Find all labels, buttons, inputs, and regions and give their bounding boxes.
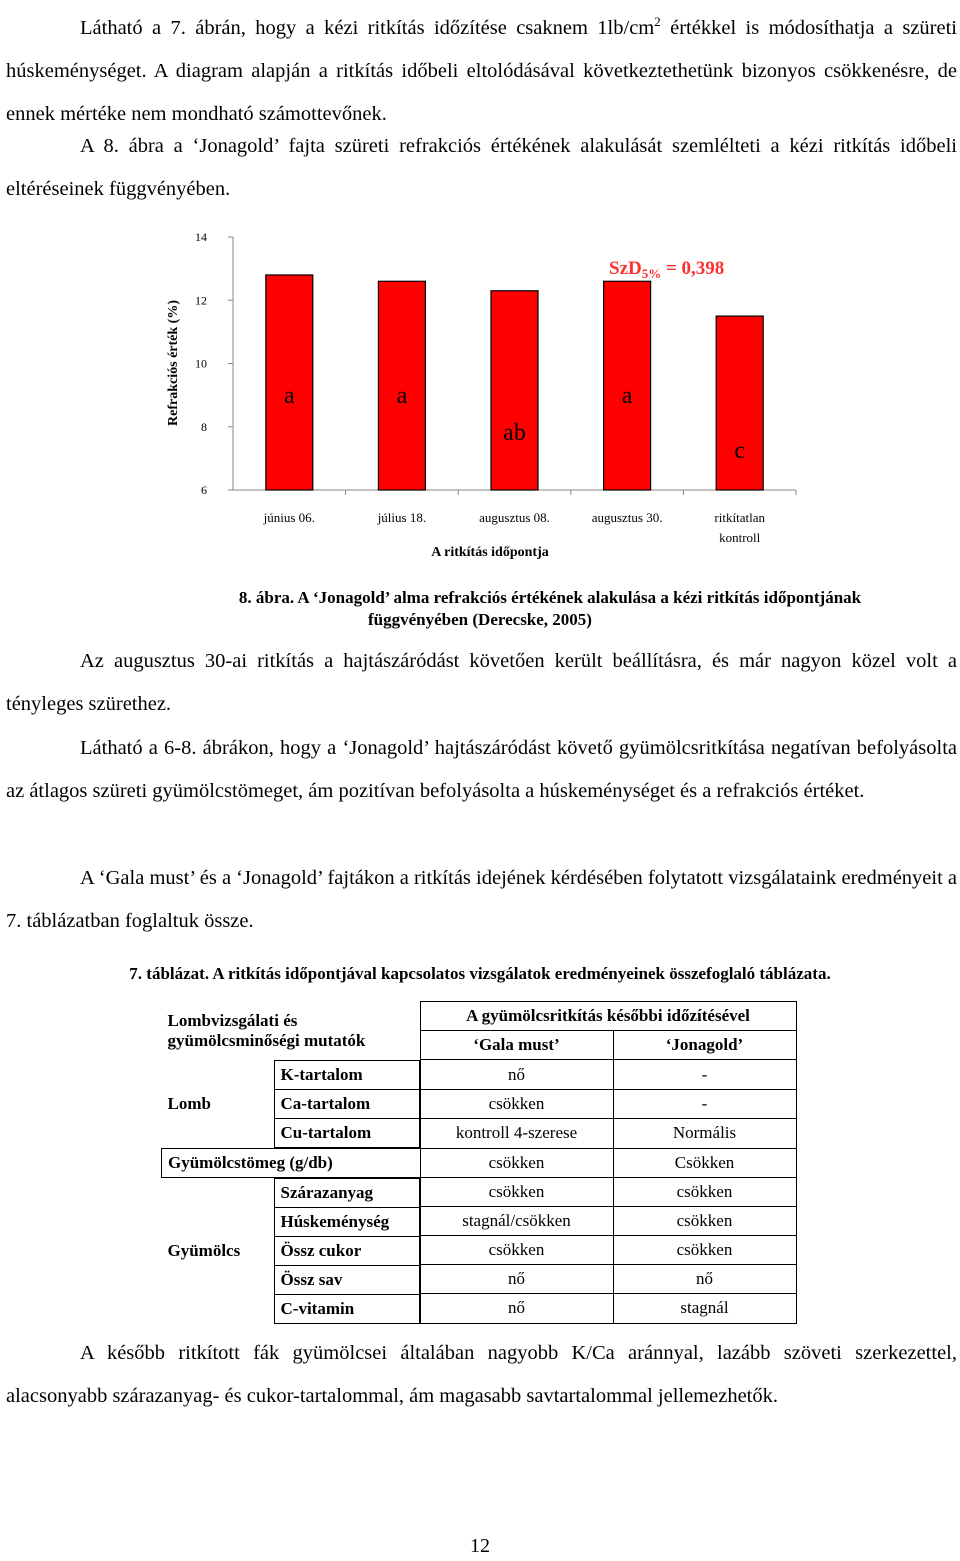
x-axis-title: A ritkítás időpontja [431,545,549,560]
param-ca: Ca-tartalom [274,1089,419,1118]
cell-gala-firm: stagnál/csökken [421,1207,613,1236]
param-k: K-tartalom [274,1060,419,1089]
cell-jonagold-mass: Csökken [613,1148,796,1177]
cell-gala-vitc: nő [508,1298,525,1318]
gala-cell [420,1060,613,1149]
table-header-row-1 [162,1002,797,1031]
table-row [162,1177,797,1324]
cell-jonagold-acid: nő [614,1265,796,1294]
category-label: ritkítatlan [714,510,765,525]
paragraph-table-intro-text: A ‘Gala must’ és a ‘Jonagold’ fajtákon a ritkítás idejének kérdésében folytatott vizsgálataink eredményeit a 7. táblázatban foglaltuk össze. [6,867,958,932]
cell-jonagold-k: - [614,1061,796,1090]
group-lomb: Lomb [167,1093,211,1113]
bar [491,291,538,490]
category-label: június 06. [263,510,315,525]
figure-caption [0,587,960,631]
category-label: július 18. [377,510,427,525]
superscript-2: 2 [654,14,661,29]
param-vitamin-c: C-vitamin [274,1294,419,1323]
category-label: kontroll [719,530,761,545]
group-cell [162,1177,421,1324]
group-fruit-mass: Gyümölcstömeg (g/db) [162,1148,421,1177]
header-indicators-line2: gyümölcsminőségi mutatók [167,1030,366,1050]
significance-letter: a [621,383,633,409]
significance-letter: c [734,438,746,464]
cell-gala-ca: csökken [421,1089,613,1118]
header-indicators-line1: Lombvizsgálati és [167,1010,298,1030]
page-number: 12 [470,1535,490,1557]
jonagold-cell [613,1177,796,1324]
header-later-timing: A gyümölcsritkítás későbbi időzítésével [420,1002,796,1031]
paragraph-figure-intro-text: A 8. ábra a ‘Jonagold’ fajta szüreti refrakciós értékének alakulását szemlélteti a kézi ritkítás időbeli eltéréseinek függvényében. [6,135,957,200]
paragraph-august-30-text: Az augusztus 30-ai ritkítás a hajtászáródást követően került beállításra, és már nagyon közel volt a tényleges szürethez. [6,650,957,715]
paragraph-conclusion-text: A később ritkított fák gyümölcsei általában nagyobb K/Ca aránnyal, lazább szöveti szerkezettel, alacsonyabb szárazanyag- és cukor-tartalommal, ám magasabb savtartalommal jellemezhetők. [6,1342,957,1407]
param-cu: Cu-tartalom [274,1118,419,1147]
figure-caption-line1: 8. ábra. A ‘Jonagold’ alma refrakciós értékének alakulása a kézi ritkítás időpontjának [238,588,862,607]
cell-gala-dry: csökken [421,1178,613,1207]
y-tick-label: 12 [195,293,207,308]
cell-jonagold-dry: csökken [614,1178,796,1207]
significance-letter: ab [503,420,526,446]
paragraph-figures-6-8-text: Látható a 6-8. ábrákon, hogy a ‘Jonagold’ hajtászáródást követő gyümölcsritkítása negatívan befolyásolta az átlagos szüreti gyümölcstömeget, ám pozitívan befolyásolta a húskeménységet és a refrakciós értéket. [6,737,957,802]
paragraph-intro-text-b: értékkel is módosíthatja a szüreti húskeménységet. A diagram alapján a ritkítás időbeli eltolódásával következtethetünk bizonyos csökkenésre, de ennek mértéke nem mondható számottevőnek. [6,16,957,125]
cell-jonagold-cu: Normális [672,1122,737,1142]
paragraph-table-intro [6,857,957,943]
results-table [161,1001,797,1324]
group-cell [162,1060,421,1149]
paragraph-figures-6-8 [6,727,957,813]
paragraph-intro [6,0,957,136]
header-indicators [162,1002,421,1060]
category-label: augusztus 08. [479,510,550,525]
cell-jonagold-vitc: stagnál [680,1298,729,1318]
significance-letter: a [283,383,295,409]
y-tick-label: 10 [195,356,207,371]
paragraph-figure-intro [6,125,957,211]
refraction-chart [150,222,810,568]
cell-jonagold-firm: csökken [614,1207,796,1236]
lsd-annotation: SzD$_{5\%}$ = 0,398 [609,258,725,281]
table-row [162,1060,797,1149]
paragraph-intro-text-a: Látható a 7. ábrán, hogy a kézi ritkítás időzítése csaknem 1lb/cm [80,16,655,39]
y-axis-title: Refrakciós érték (%) [166,300,181,426]
y-tick-label: 14 [195,230,207,244]
category-label: augusztus 30. [591,510,663,525]
cell-gala-sugar: csökken [421,1236,613,1265]
cell-gala-k: nő [421,1061,613,1090]
y-tick-label: 6 [201,483,207,497]
header-jonagold: ‘Jonagold’ [613,1031,796,1060]
header-gala-must: ‘Gala must’ [420,1031,613,1060]
table-caption: 7. táblázat. A ritkítás időpontjával kapcsolatos vizsgálatok eredményeinek összefoglaló táblázata. [129,964,831,983]
cell-gala-mass: csökken [420,1148,613,1177]
significance-letter: a [396,383,408,409]
y-tick-label: 8 [201,419,207,434]
refraction-bar-chart [150,222,810,568]
param-acid: Össz sav [274,1265,419,1294]
gala-cell [420,1177,613,1324]
group-fruit: Gyümölcs [167,1240,241,1260]
cell-gala-cu: kontroll 4-szerese [455,1122,578,1142]
cell-jonagold-sugar: csökken [614,1236,796,1265]
paragraph-conclusion [6,1332,957,1418]
param-firmness: Húskeménység [274,1207,419,1236]
cell-gala-acid: nő [421,1265,613,1294]
jonagold-cell [613,1060,796,1149]
paragraph-august-30 [6,640,957,726]
param-sugar: Össz cukor [274,1236,419,1265]
cell-jonagold-ca: - [614,1089,796,1118]
table-row [162,1148,797,1177]
param-dry-matter: Szárazanyag [274,1178,419,1207]
figure-caption-line2: függvényében (Derecske, 2005) [368,610,592,629]
